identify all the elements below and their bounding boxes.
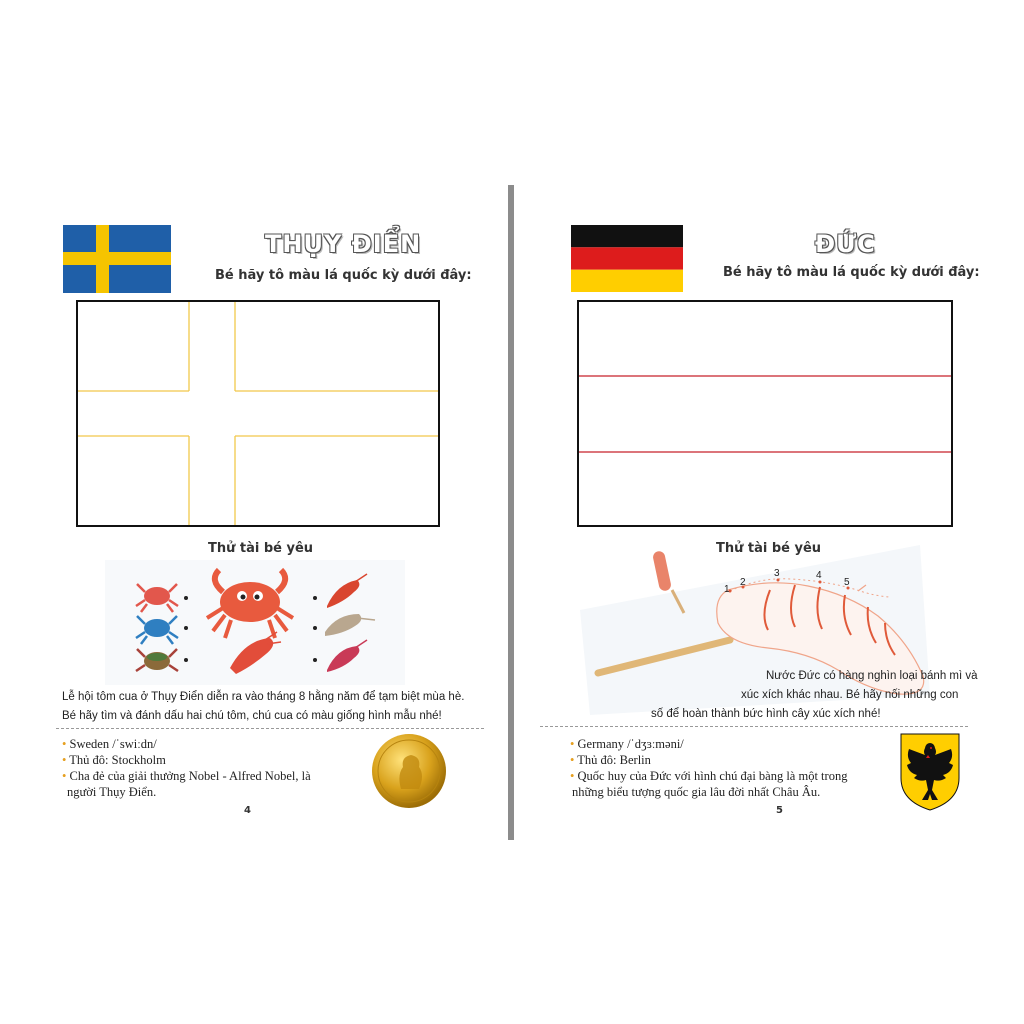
german-eagle-coat-of-arms — [900, 733, 960, 811]
quiz-description-line-3: số để hoàn thành bức hình cây xúc xích nhé! — [651, 708, 881, 720]
fact-item: • Quốc huy của Đức với hình chú đại bàng là một trong — [570, 769, 848, 783]
dot-number-1: 1 — [724, 584, 730, 595]
dot-number-2: 2 — [740, 577, 746, 588]
page-number: 5 — [776, 805, 783, 816]
page-number: 4 — [244, 805, 251, 816]
quiz-description-line-2: xúc xích khác nhau. Bé hãy nối những con — [741, 689, 959, 701]
quiz-description-line-1: Nước Đức có hàng nghìn loại bánh mì và — [766, 670, 978, 682]
quiz-description-line-1: Lễ hội tôm cua ở Thụy Điển diễn ra vào tháng 8 hằng năm để tạm biệt mùa hè. — [62, 691, 465, 703]
crab-shrimp-illustration[interactable] — [105, 560, 405, 685]
fact-item: • Cha đẻ của giải thưởng Nobel - Alfred Nobel, là — [62, 769, 311, 783]
coloring-instruction: Bé hãy tô màu lá quốc kỳ dưới đây: — [723, 265, 980, 280]
coloring-instruction: Bé hãy tô màu lá quốc kỳ dưới đây: — [215, 268, 472, 283]
nobel-medal-image — [371, 733, 447, 809]
fact-item-continuation: người Thụy Điển. — [67, 785, 157, 799]
dot-number-3: 3 — [774, 568, 780, 579]
germany-flag-sample — [571, 225, 683, 292]
quiz-heading: Thử tài bé yêu — [716, 541, 822, 556]
fact-item: • Germany /ˈdʒɜːməni/ — [570, 737, 684, 751]
fact-item: • Thủ đô: Stockholm — [62, 753, 166, 767]
section-divider — [56, 728, 484, 729]
section-divider — [540, 726, 968, 727]
fact-item: • Sweden /ˈswiːdn/ — [62, 737, 157, 751]
page-title: ĐỨC — [815, 230, 876, 258]
page-title: THỤY ĐIỂN — [265, 230, 422, 258]
fact-item-continuation: những biểu tượng quốc gia lâu đời nhất Châu Âu. — [572, 785, 821, 799]
dot-number-4: 4 — [816, 570, 822, 581]
sweden-flag-outline[interactable] — [76, 300, 440, 528]
book-spine — [508, 185, 514, 840]
facts-list — [62, 736, 311, 800]
sweden-flag-sample — [63, 225, 171, 293]
germany-flag-outline[interactable] — [577, 300, 953, 528]
fact-item: • Thủ đô: Berlin — [570, 753, 651, 767]
dot-number-5: 5 — [844, 577, 850, 588]
facts-list — [570, 736, 847, 800]
quiz-description-line-2: Bé hãy tìm và đánh dấu hai chú tôm, chú cua có màu giống hình mẫu nhé! — [62, 710, 442, 722]
quiz-heading: Thử tài bé yêu — [208, 541, 314, 556]
